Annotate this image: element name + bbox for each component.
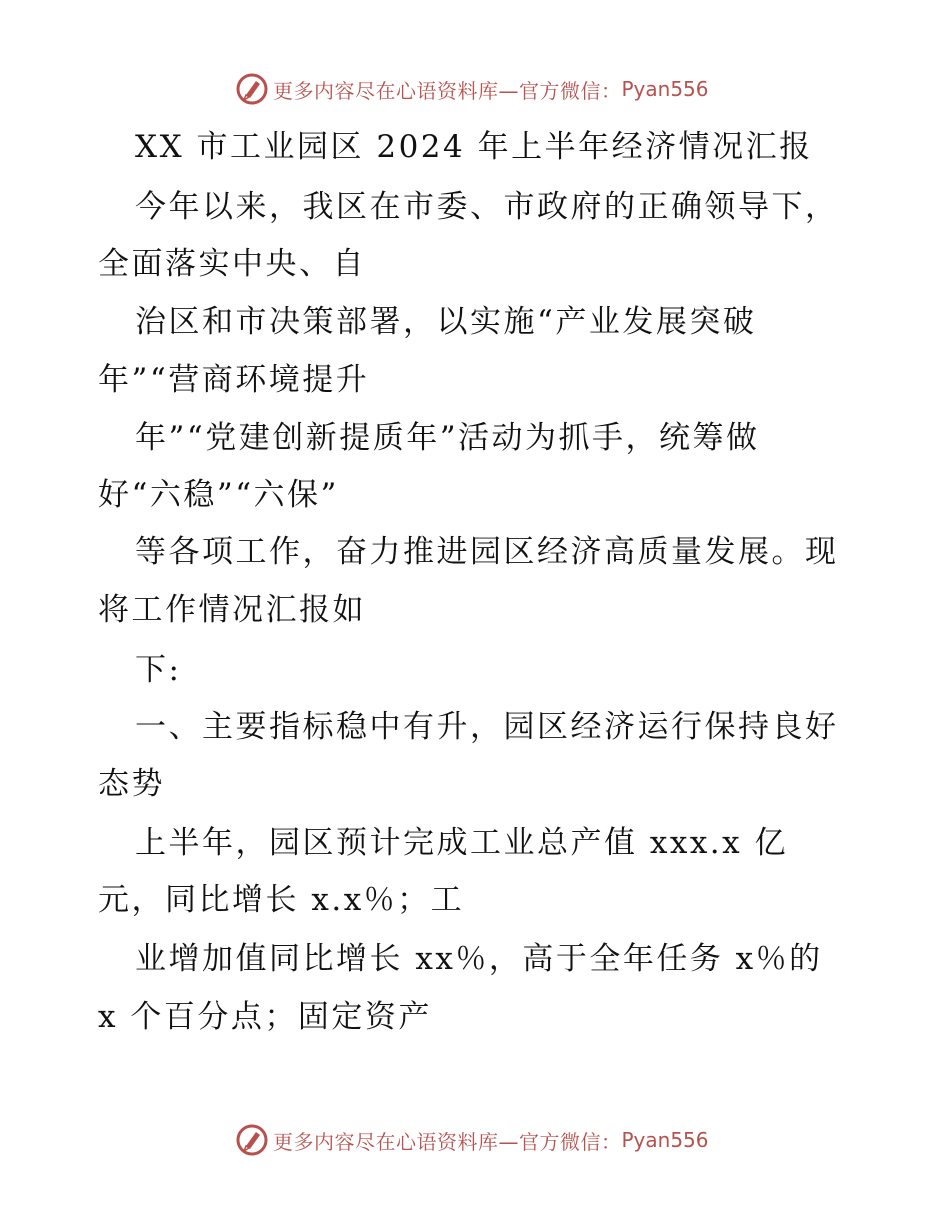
paragraph-line: x 个百分点；固定资产: [98, 999, 432, 1035]
paragraph-line: 元，同比增长 x.x％；工: [98, 882, 465, 918]
paragraph-line: 下:: [135, 652, 182, 688]
watermark-text: 更多内容尽在心语资料库—官方微信：: [273, 1129, 622, 1154]
pen-logo-icon: [235, 1123, 269, 1157]
paragraph-line: 年”“党建创新提质年”活动为抓手，统筹做: [135, 420, 760, 456]
section-heading: 态势: [98, 766, 165, 802]
watermark-text: 更多内容尽在心语资料库—官方微信：: [273, 78, 622, 103]
paragraph-line: 好“六稳”“六保”: [98, 477, 339, 513]
document-title: XX 市工业园区 2024 年上半年经济情况汇报: [135, 129, 813, 165]
paragraph-line: 将工作情况汇报如: [98, 592, 366, 628]
paragraph-line: 等各项工作，奋力推进园区经济高质量发展。现: [135, 534, 839, 570]
paragraph-line: 年”“营商环境提升: [98, 362, 370, 398]
paragraph-line: 上半年，园区预计完成工业总产值 xxx.x 亿: [135, 825, 788, 861]
section-heading: 一、主要指标稳中有升，园区经济运行保持良好: [135, 709, 839, 745]
paragraph-line: 今年以来，我区在市委、市政府的正确领导下，: [135, 189, 839, 225]
paragraph-line: 业增加值同比增长 xx％，高于全年任务 x％的: [135, 941, 823, 977]
watermark-handle: Pyan556: [621, 77, 709, 101]
footer-watermark: [235, 1123, 709, 1157]
paragraph-line: 治区和市决策部署，以实施“产业发展突破: [135, 304, 757, 340]
watermark-handle: Pyan556: [621, 1128, 709, 1152]
paragraph-line: 全面落实中央、自: [98, 246, 366, 282]
